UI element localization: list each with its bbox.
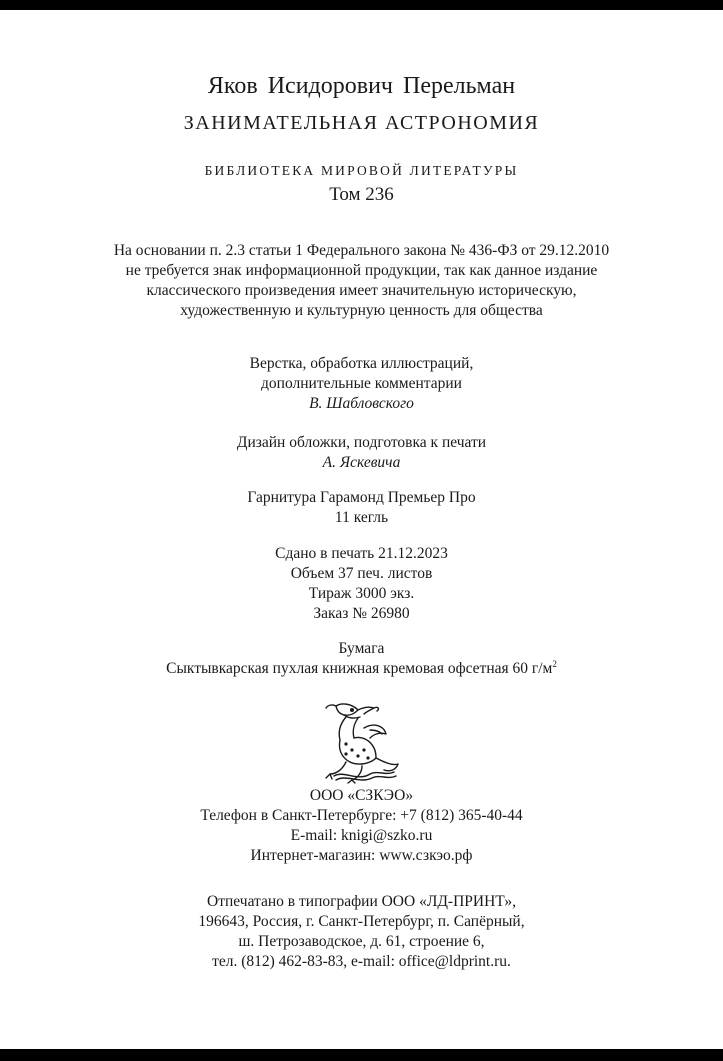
paper-label: Бумага <box>338 640 385 657</box>
layout-credit-line: дополнительные комментарии <box>261 375 462 392</box>
print-info-line: Объем 37 печ. листов <box>290 565 433 582</box>
notice-line: На основании п. 2.3 статьи 1 Федерального закона № 436-ФЗ от 29.12.2010 <box>113 242 610 259</box>
notice-line: классического произведения имеет значительную историческую, <box>146 282 577 299</box>
publisher-name: ООО «СЗКЭО» <box>309 787 414 804</box>
series-name: БИБЛИОТЕКА МИРОВОЙ ЛИТЕРАТУРЫ <box>204 163 519 178</box>
bottom-border <box>0 1049 723 1061</box>
layout-credit-name: В. Шабловского <box>309 395 414 412</box>
print-info-line: Сдано в печать 21.12.2023 <box>275 545 448 562</box>
printer-line: Отпечатано в типографии ООО «ЛД-ПРИНТ», <box>207 893 516 910</box>
paper-description <box>0 659 723 679</box>
publisher-email: E-mail: knigi@szko.ru <box>290 827 433 844</box>
publisher-shop: Интернет-магазин: www.сзкэо.рф <box>250 847 473 864</box>
printer-line: ш. Петрозаводское, д. 61, строение 6, <box>238 933 485 950</box>
print-info-line: Тираж 3000 экз. <box>308 585 415 602</box>
paper-unit-superscript: 2 <box>552 658 557 669</box>
layout-credit-line: Верстка, обработка иллюстраций, <box>249 355 474 372</box>
dragon-emblem-icon <box>324 700 402 784</box>
printer-line: 196643, Россия, г. Санкт-Петербург, п. Сапёрный, <box>198 913 525 930</box>
typeface-size: 11 кегль <box>334 509 389 526</box>
notice-line: не требуется знак информационной продукции, так как данное издание <box>125 262 598 279</box>
paper-description-text: Сыктывкарская пухлая книжная кремовая офсетная 60 г/м <box>166 660 553 677</box>
print-info-line: Заказ № 26980 <box>313 605 410 622</box>
book-title: ЗАНИМАТЕЛЬНАЯ АСТРОНОМИЯ <box>183 112 540 134</box>
cover-credit-line: Дизайн обложки, подготовка к печати <box>236 434 487 451</box>
book-author: Яков Исидорович Перельман <box>207 73 516 99</box>
publisher-phone: Телефон в Санкт-Петербурге: +7 (812) 365-40-44 <box>200 807 523 824</box>
volume-number: Том 236 <box>329 184 394 205</box>
typeface-line: Гарнитура Гарамонд Премьер Про <box>247 489 476 506</box>
notice-line: художественную и культурную ценность для общества <box>180 302 543 319</box>
printer-line: тел. (812) 462-83-83, e-mail: office@ldprint.ru. <box>212 953 511 970</box>
cover-credit-name: А. Яскевича <box>322 454 401 471</box>
